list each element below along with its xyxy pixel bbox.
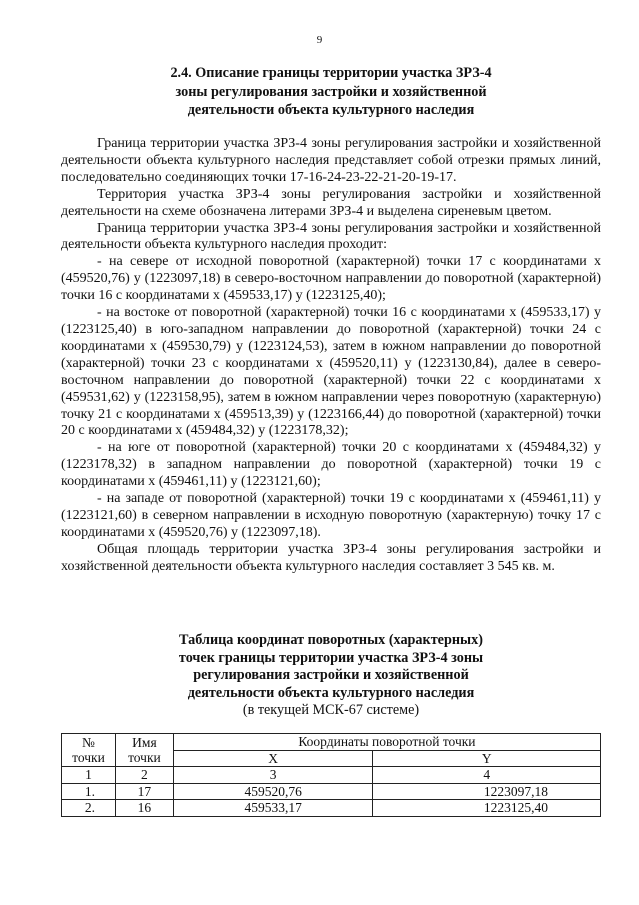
- header-point-name: Имя точки: [115, 734, 173, 767]
- table-row: [62, 783, 601, 800]
- header-coordinates: Координаты поворотной точки: [173, 734, 600, 751]
- page-number: 9: [316, 34, 323, 46]
- column-number-row: [62, 767, 601, 784]
- section-title-line: зоны регулирования застройки и хозяйственной: [175, 83, 487, 100]
- section-title-line: деятельности объекта культурного наследия: [187, 102, 475, 118]
- cell-y: 1223125,40: [373, 800, 601, 817]
- paragraph: Территория участка ЗРЗ-4 зоны регулирования застройки и хозяйственной деятельности на схеме обозначена литерами ЗРЗ-4 и выделена сиреневым цветом.: [61, 186, 601, 219]
- table-header-row: [62, 734, 601, 751]
- paragraph: Общая площадь территории участка ЗРЗ-4 зоны регулирования застройки и хозяйственной деятельности объекта культурного наследия составляет 3 545 кв. м.: [61, 541, 601, 574]
- table-row: [62, 800, 601, 817]
- paragraph: Граница территории участка ЗРЗ-4 зоны регулирования застройки и хозяйственной деятельности объекта культурного наследия проходит:: [61, 220, 601, 253]
- section-title-line: 2.4. Описание границы территории участка ЗРЗ-4: [170, 65, 492, 81]
- cell-point-number: 1.: [62, 783, 116, 800]
- cell-point-name: 17: [115, 783, 173, 800]
- header-y: Y: [373, 750, 601, 767]
- body-text: [61, 136, 601, 576]
- table-subtitle: (в текущей МСК-67 системе): [242, 702, 420, 718]
- column-number: 1: [62, 767, 116, 784]
- column-number: 3: [173, 767, 373, 784]
- paragraph: - на востоке от поворотной (характерной) точки 16 с координатами х (459533,17) у (1223125,40) в юго-западном направлении до поворотной (характерной) точки 24 с координатами х (459530,79) у (1223124,53), затем в южном направлении до поворотной (характерной) точки 23 с координатами х (459520,11) у (1223130,84), далее в северо-восточном направлении до поворотной (характерной) точки 22 с координатами х (459531,62) у (1223158,95), затем в южном направлении через поворотную (характерную) точку 21 с координатами х (459513,39) у (1223166,44) до поворотной (характерной) точки 20 с координатами х (459484,32) у (1223178,32);: [61, 305, 601, 439]
- table-title-line: Таблица координат поворотных (характерных): [179, 632, 483, 648]
- header-x: X: [173, 750, 373, 767]
- paragraph: - на западе от поворотной (характерной) точки 19 с координатами х (459461,11) у (1223121,60) в северном направлении в исходную поворотную (характерную) точку 17 с координатами х (459520,76) у (1223097,18).: [61, 491, 601, 540]
- table-title-line: регулирования застройки и хозяйственной: [193, 667, 469, 683]
- cell-x: 459520,76: [173, 783, 373, 800]
- column-number: 2: [115, 767, 173, 784]
- cell-x: 459533,17: [173, 800, 373, 817]
- section-title: [96, 64, 566, 120]
- paragraph: - на юге от поворотной (характерной) точки 20 с координатами х (459484,32) у (1223178,32) в западном направлении до поворотной (характерной) точки 19 с координатами х (459461,11) у (1223121,60);: [61, 440, 601, 490]
- cell-point-number: 2.: [62, 800, 116, 817]
- paragraph: - на севере от исходной поворотной (характерной) точки 17 с координатами х (459520,76) у (1223097,18) в северо-восточном направлении до поворотной (характерной) точки 16 с координатами х (459533,17) у (1223125,40);: [61, 254, 601, 304]
- cell-point-name: 16: [115, 800, 173, 817]
- column-number: 4: [373, 767, 601, 784]
- table-title-line: деятельности объекта культурного наследия: [187, 684, 475, 701]
- table-title: [96, 632, 566, 720]
- header-point-number: № точки: [62, 734, 116, 767]
- cell-y: 1223097,18: [373, 783, 601, 800]
- paragraph: Граница территории участка ЗРЗ-4 зоны регулирования застройки и хозяйственной деятельности объекта культурного наследия представляет собой отрезки прямых линий, последовательно соединяющих точки 17-16-24-23-22-21-20-19-17.: [61, 136, 601, 185]
- coordinates-table: [61, 733, 601, 817]
- table-title-line: точек границы территории участка ЗРЗ-4 зоны: [178, 649, 484, 666]
